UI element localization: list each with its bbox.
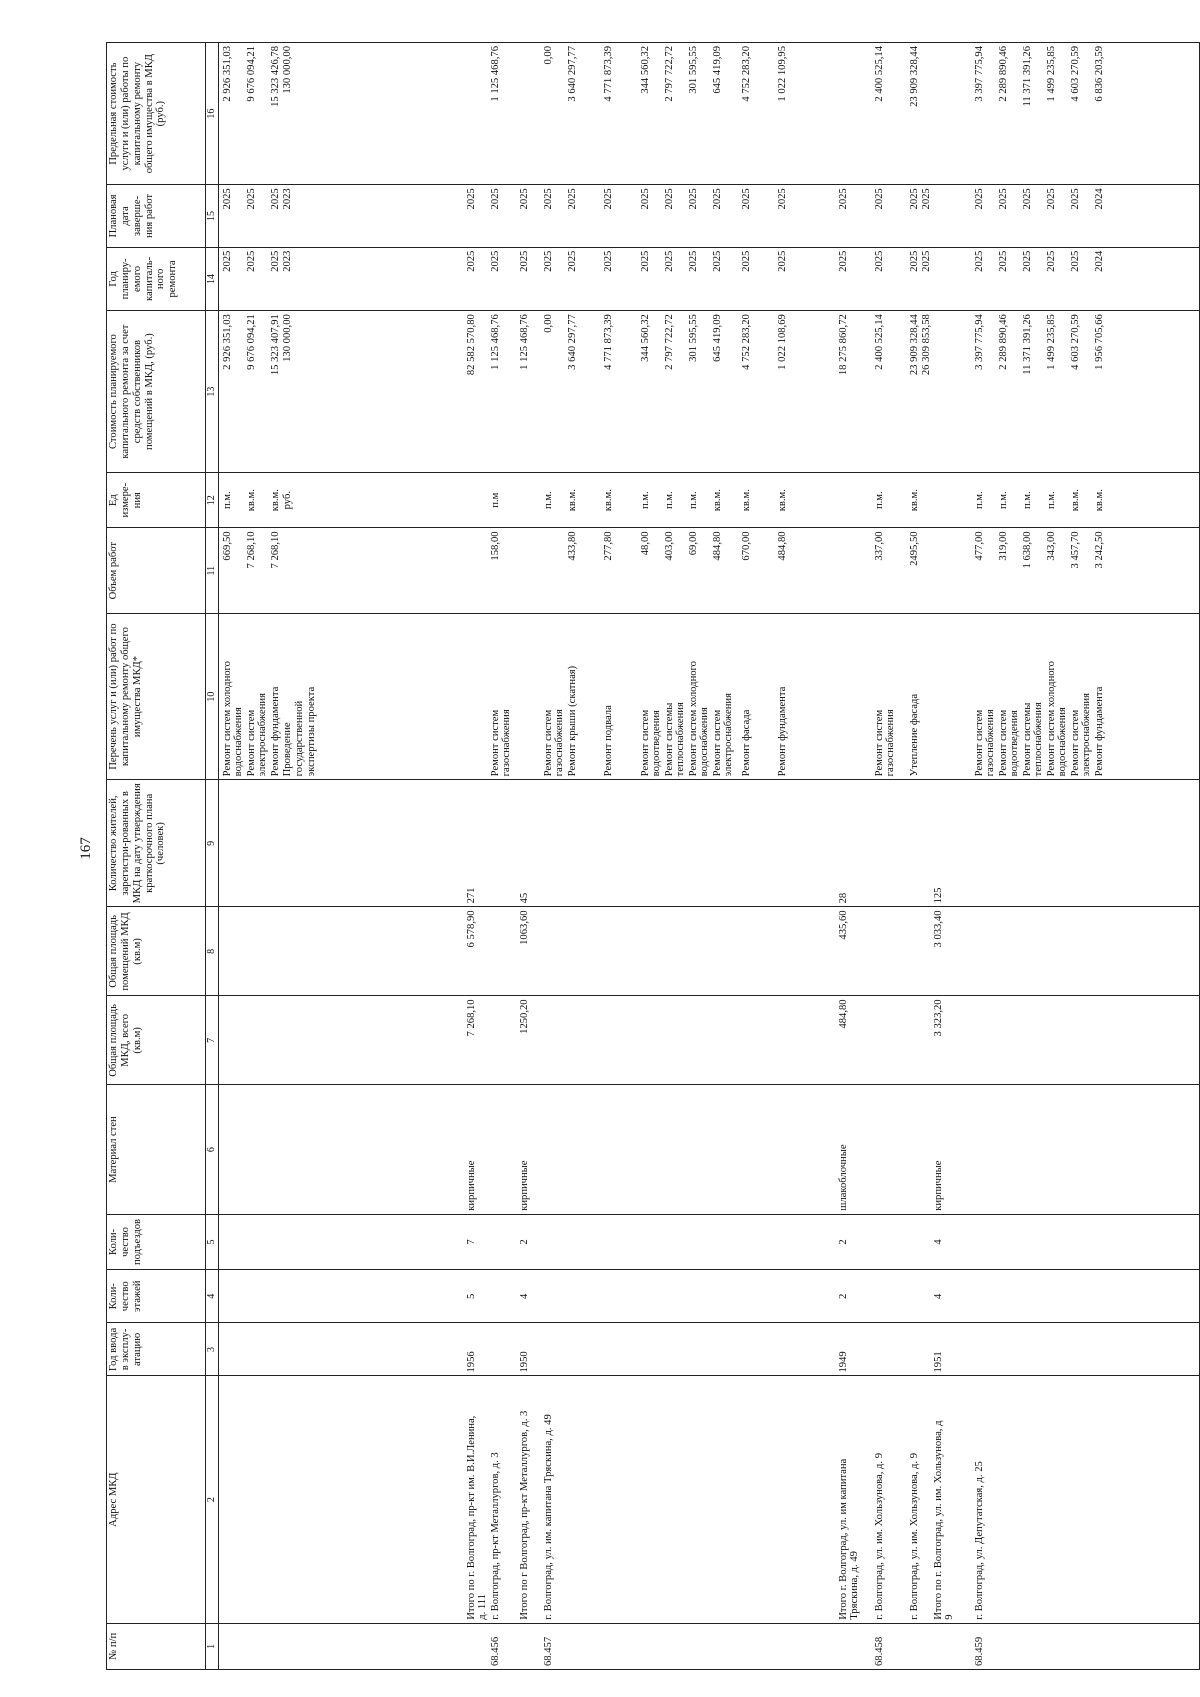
cell-text: теплоснабжения [675, 702, 686, 777]
col-number: 5 [206, 1214, 219, 1269]
cell-text: 271 [466, 887, 477, 904]
cell-text: 2025 [1046, 188, 1057, 210]
cell-text: г. Волгоград, ул. им. капитана Тряскина, д. 49 [543, 1414, 554, 1620]
cell-text: 2025 [603, 188, 614, 210]
cell-text: г. Волгоград, ул. Депутатская, д. 25 [974, 1461, 985, 1620]
cell-text: 4 [933, 1293, 944, 1299]
cell-text: 2025 [270, 188, 281, 210]
page-number: 167 [78, 837, 94, 860]
cell-text: 2 797 722,72 [664, 46, 675, 102]
cell-text: 9 676 094,21 [246, 46, 257, 102]
cell-text: Ремонт систем [246, 709, 257, 777]
cell-text: 2025 [466, 250, 477, 272]
cell-text: 130 000,00 [282, 46, 293, 94]
cell-text: Ремонт систем [712, 709, 723, 777]
cell-text: 4 752 283,20 [741, 46, 752, 102]
col-header-3: Год ввода в эксплу-атацию [107, 1323, 206, 1376]
col-number: 10 [206, 613, 219, 779]
cell-text: 1 022 108,69 [777, 314, 788, 370]
cell-text: Ремонт подвала [603, 705, 614, 777]
cell-text: 2025 [1022, 250, 1033, 272]
cell-text: 2023 [282, 250, 293, 272]
cell-text: 6 836 203,59 [1094, 46, 1105, 102]
cell-text: 1 125 468,76 [490, 314, 501, 370]
cell-text: Проведение [282, 722, 293, 777]
cell-text: Ремонт систем [543, 709, 554, 777]
cell-text: водоснабжения [1057, 707, 1068, 777]
cell-text: Ремонт фундамента [777, 686, 788, 777]
col-body-11 [219, 528, 1200, 614]
cell-text: кв.м. [1070, 489, 1081, 512]
cell-text: Ремонт фундамента [1094, 686, 1105, 777]
cell-text: 2025 [777, 250, 788, 272]
cell-text: 2025 [741, 250, 752, 272]
col-header-5: Коли-чество подъездов [107, 1214, 206, 1269]
col-body-14 [219, 247, 1200, 311]
cell-text: 1 125 468,76 [519, 314, 530, 370]
cell-text: 2025 [874, 250, 885, 272]
col-number: 15 [206, 185, 219, 247]
col-number: 16 [206, 43, 219, 185]
cell-text: 2025 [712, 188, 723, 210]
cell-text: 45 [519, 892, 530, 904]
cell-text: 2 400 525,14 [874, 46, 885, 102]
cell-text: 2 [838, 1293, 849, 1299]
cell-text: 2 [519, 1239, 530, 1245]
cell-text: 82 582 570,80 [466, 314, 477, 376]
cell-text: 1 638,00 [1022, 531, 1033, 569]
cell-text: 23 909 328,44 [909, 46, 920, 107]
col-body-12 [219, 472, 1200, 527]
cell-text: Итого по г. Волгоград, ул. им. Хользунова, д [933, 1420, 944, 1620]
cell-text: 7 [466, 1239, 477, 1245]
cell-text: 15 323 407,91 [270, 314, 281, 376]
cell-text: 277,80 [603, 531, 614, 561]
cell-text: 2025 [1022, 188, 1033, 210]
col-header-14: Год планиру-емого капиталь-ного ремонта [107, 247, 206, 311]
cell-text: водоснабжения [233, 707, 244, 777]
cell-text: 2025 [909, 250, 920, 272]
cell-text: водоотведения [651, 710, 662, 777]
col-body-10 [219, 613, 1200, 779]
cell-text: 2025 [777, 188, 788, 210]
cell-text: 3 397 775,94 [974, 314, 985, 370]
cell-text: электроснабжения [723, 693, 734, 777]
cell-text: 2025 [712, 250, 723, 272]
col-body-7 [219, 996, 1200, 1085]
col-header-2: Адрес МКД [107, 1376, 206, 1623]
cell-text: 484,80 [838, 999, 849, 1029]
cell-text: 433,80 [567, 531, 578, 561]
cell-text: Ремонт систем холодного [1046, 661, 1057, 777]
cell-text: газоснабжения [885, 709, 896, 777]
cell-text: п.м. [1046, 491, 1057, 510]
cell-text: д. 111 [477, 1593, 488, 1620]
cell-text: 343,00 [1046, 531, 1057, 561]
cell-text: кв.м. [567, 489, 578, 512]
cell-text: 1250,20 [519, 999, 530, 1034]
cell-text: п.м. [688, 491, 699, 510]
cell-text: 645 419,09 [712, 46, 723, 94]
col-number: 3 [206, 1323, 219, 1376]
cell-text: 2025 [640, 188, 651, 210]
cell-text: 2025 [490, 250, 501, 272]
col-header-6: Материал стен [107, 1085, 206, 1214]
cell-text: кв.м. [603, 489, 614, 512]
capital-repair-table [106, 42, 1200, 1670]
cell-text: 125 [933, 887, 944, 904]
cell-text: 9 676 094,21 [246, 314, 257, 370]
cell-text: 2025 [270, 250, 281, 272]
cell-text: 403,00 [664, 531, 675, 561]
cell-text: 11 371 391,26 [1022, 46, 1033, 107]
cell-text: 2025 [688, 188, 699, 210]
cell-text: кв.м. [270, 489, 281, 512]
cell-text: Тряскина, д. 49 [849, 1551, 860, 1620]
cell-text: 1 499 235,85 [1046, 46, 1057, 102]
cell-text: 2025 [838, 250, 849, 272]
cell-text: экспертизы проекта [306, 686, 317, 777]
col-header-9: Количество жителей, зарегистри-рованных в МКД на дату утверждения краткосрочного плана (человек) [107, 780, 206, 907]
cell-text: 11 371 391,26 [1022, 314, 1033, 375]
col-body-3 [219, 1323, 1200, 1376]
cell-text: кв.м. [741, 489, 752, 512]
cell-text: 2025 [246, 250, 257, 272]
col-number: 9 [206, 780, 219, 907]
cell-text: 2 289 890,46 [998, 314, 1009, 370]
col-body-6 [219, 1085, 1200, 1214]
cell-text: Итого по г. Волгоград, пр-кт им. В.И.Ленина, [466, 1415, 477, 1620]
cell-text: 2 797 722,72 [664, 314, 675, 370]
cell-text: кв.м. [246, 489, 257, 512]
cell-text: водоснабжения [699, 707, 710, 777]
cell-text: кирпичные [519, 1160, 530, 1211]
cell-text: 484,80 [777, 531, 788, 561]
cell-text: 18 275 860,72 [838, 314, 849, 376]
cell-text: 9 [944, 1614, 955, 1620]
cell-text: 2023 [282, 188, 293, 210]
cell-text: п.м. [543, 491, 554, 510]
cell-text: 2025 [466, 188, 477, 210]
column-number-row [206, 43, 219, 1670]
cell-text: 3 397 775,94 [974, 46, 985, 102]
col-body-4 [219, 1270, 1200, 1323]
col-header-1: № п/п [107, 1623, 206, 1669]
cell-text: 435,60 [838, 910, 849, 940]
cell-text: Ремонт систем холодного [222, 661, 233, 777]
cell-text: 1 022 109,95 [777, 46, 788, 102]
cell-text: Утепление фасада [909, 693, 920, 777]
cell-text: Ремонт систем [490, 709, 501, 777]
cell-text: газоснабжения [554, 709, 565, 777]
cell-text: Итого г. Волгоград, ул. им капитана [838, 1458, 849, 1620]
cell-text: 2025 [1046, 250, 1057, 272]
cell-text: 1956 [466, 1351, 477, 1373]
cell-text: 2 [838, 1239, 849, 1245]
cell-text: Ремонт фундамента [270, 686, 281, 777]
cell-text: г. Волгоград, ул. им. Хользунова, д. 9 [909, 1453, 920, 1620]
cell-text: 2025 [519, 188, 530, 210]
col-header-13: Стоимость планируемого капитального ремонта за счет средств собственников помещений в МКД, (руб.) [107, 311, 206, 473]
col-header-7: Общая площадь МКД, всего (кв.м) [107, 996, 206, 1085]
cell-text: 158,00 [490, 531, 501, 561]
cell-text: 68.458 [874, 1636, 885, 1666]
table-body-row [219, 43, 1200, 1670]
cell-text: 4 771 873,39 [603, 314, 614, 370]
col-body-2 [219, 1376, 1200, 1623]
cell-text: 2025 [640, 250, 651, 272]
cell-text: электроснабжения [1081, 693, 1092, 777]
cell-text: Ремонт системы [1022, 702, 1033, 777]
cell-text: 1 499 235,85 [1046, 314, 1057, 370]
cell-text: п.м. [1022, 491, 1033, 510]
cell-text: электроснабжения [257, 693, 268, 777]
cell-text: 6 578,90 [466, 910, 477, 948]
cell-text: 7 268,10 [466, 999, 477, 1037]
cell-text: Ремонт систем [874, 709, 885, 777]
cell-text: 68.459 [974, 1636, 985, 1666]
cell-text: кирпичные [933, 1160, 944, 1211]
cell-text: кв.м. [712, 489, 723, 512]
col-body-9 [219, 780, 1200, 907]
col-header-8: Общая площадь помещений МКД (кв.м) [107, 907, 206, 996]
cell-text: 1 956 705,66 [1094, 314, 1105, 370]
cell-text: 645 419,09 [712, 314, 723, 362]
cell-text: 2025 [222, 188, 233, 210]
cell-text: 4 [933, 1239, 944, 1245]
cell-text: 1949 [838, 1351, 849, 1373]
cell-text: 7 268,10 [270, 531, 281, 569]
cell-text: 2025 [519, 250, 530, 272]
cell-text: 669,50 [222, 531, 233, 561]
cell-text: 301 595,55 [688, 46, 699, 94]
cell-text: 2025 [246, 188, 257, 210]
cell-text: п.м. [222, 491, 233, 510]
cell-text: Ремонт систем [1070, 709, 1081, 777]
cell-text: 2025 [664, 250, 675, 272]
cell-text: 670,00 [741, 531, 752, 561]
cell-text: 5 [466, 1293, 477, 1299]
cell-text: г. Волгоград, ул. им. Хользунова, д. 9 [874, 1453, 885, 1620]
cell-text: 2495,50 [909, 531, 920, 566]
cell-text: газоснабжения [985, 709, 996, 777]
cell-text: 2025 [741, 188, 752, 210]
cell-text: 2025 [490, 188, 501, 210]
cell-text: 2025 [1070, 188, 1081, 210]
cell-text: руб. [282, 491, 293, 510]
cell-text: Ремонт крыши (скатная) [567, 665, 578, 777]
cell-text: п.м [490, 492, 501, 508]
cell-text: 0,00 [543, 314, 554, 333]
cell-text: кв.м. [777, 489, 788, 512]
col-number: 14 [206, 247, 219, 311]
cell-text: 1 125 468,76 [490, 46, 501, 102]
cell-text: 68.456 [490, 1636, 501, 1666]
cell-text: п.м. [874, 491, 885, 510]
col-number: 7 [206, 996, 219, 1085]
cell-text: 2025 [974, 250, 985, 272]
cell-text: Ремонт систем [974, 709, 985, 777]
col-number: 8 [206, 907, 219, 996]
cell-text: 2025 [688, 250, 699, 272]
cell-text: 344 560,32 [640, 314, 651, 362]
cell-text: 0,00 [543, 46, 554, 65]
cell-text: 2 926 351,03 [222, 46, 233, 102]
cell-text: 15 323 426,78 [270, 46, 281, 107]
col-number: 1 [206, 1623, 219, 1669]
cell-text: 69,00 [688, 531, 699, 556]
col-header-11: Объем работ [107, 528, 206, 614]
cell-text: Ремонт систем [998, 709, 1009, 777]
cell-text: 28 [838, 892, 849, 904]
cell-text: 130 000,00 [282, 314, 293, 362]
cell-text: 3 323,20 [933, 999, 944, 1037]
cell-text: 3 033,40 [933, 910, 944, 948]
cell-text: 2025 [603, 250, 614, 272]
cell-text: п.м. [640, 491, 651, 510]
cell-text: 1950 [519, 1351, 530, 1373]
cell-text: Ремонт фасада [741, 709, 752, 777]
col-number: 11 [206, 528, 219, 614]
cell-text: 2025 [974, 188, 985, 210]
cell-text: 2025 [567, 188, 578, 210]
cell-text: кв.м. [909, 489, 920, 512]
cell-text: 26 309 853,58 [921, 314, 932, 376]
cell-text: 3 242,50 [1094, 531, 1105, 569]
cell-text: 48,00 [640, 531, 651, 556]
col-number: 6 [206, 1085, 219, 1214]
cell-text: 4 [519, 1293, 530, 1299]
col-body-16 [219, 43, 1200, 185]
cell-text: 2025 [567, 250, 578, 272]
cell-text: 2025 [1070, 250, 1081, 272]
cell-text: 2025 [874, 188, 885, 210]
cell-text: п.м. [664, 491, 675, 510]
col-number: 2 [206, 1376, 219, 1623]
cell-text: 3 457,70 [1070, 531, 1081, 569]
cell-text: 3 640 297,77 [567, 314, 578, 370]
cell-text: Ремонт системы [664, 702, 675, 777]
cell-text: государственной [294, 700, 305, 777]
cell-text: 2025 [838, 188, 849, 210]
col-header-12: Ед измере-ния [107, 472, 206, 527]
cell-text: шлакоблочные [838, 1144, 849, 1211]
cell-text: 337,00 [874, 531, 885, 561]
col-number: 4 [206, 1270, 219, 1323]
cell-text: теплоснабжения [1033, 702, 1044, 777]
cell-text: 2 926 351,03 [222, 314, 233, 370]
cell-text: 2025 [909, 188, 920, 210]
cell-text: п.м. [998, 491, 1009, 510]
col-body-5 [219, 1214, 1200, 1269]
cell-text: 301 595,55 [688, 314, 699, 362]
cell-text: п.м. [974, 491, 985, 510]
cell-text: 344 560,32 [640, 46, 651, 94]
cell-text: 2025 [921, 188, 932, 210]
cell-text: 4 752 283,20 [741, 314, 752, 370]
cell-text: 2025 [921, 250, 932, 272]
cell-text: г. Волгоград, пр-кт Металлургов, д. 3 [490, 1452, 501, 1620]
cell-text: Ремонт систем [640, 709, 651, 777]
cell-text: 2025 [543, 188, 554, 210]
cell-text: 2025 [222, 250, 233, 272]
col-body-1 [219, 1623, 1200, 1669]
header-row [107, 43, 206, 1670]
cell-text: 484,80 [712, 531, 723, 561]
cell-text: 4 603 270,59 [1070, 314, 1081, 370]
col-header-10: Перечень услуг и (или) работ по капитальному ремонту общего имущества МКД* [107, 613, 206, 779]
cell-text: 319,00 [998, 531, 1009, 561]
col-number: 13 [206, 311, 219, 473]
cell-text: 2024 [1094, 188, 1105, 210]
cell-text: 23 909 328,44 [909, 314, 920, 376]
cell-text: 477,00 [974, 531, 985, 561]
col-body-13 [219, 311, 1200, 473]
col-header-16: Предельная стоимость услуги и (или) работы по капитальному ремонту общего имущества в МКД (руб.) [107, 43, 206, 185]
col-header-4: Коли-чество этажей [107, 1270, 206, 1323]
cell-text: кирпичные [466, 1160, 477, 1211]
cell-text: 1951 [933, 1351, 944, 1373]
cell-text: Ремонт систем холодного [688, 661, 699, 777]
cell-text: 2025 [998, 188, 1009, 210]
cell-text: 2 400 525,14 [874, 314, 885, 370]
col-number: 12 [206, 472, 219, 527]
cell-text: 1063,60 [519, 910, 530, 945]
cell-text: 4 603 270,59 [1070, 46, 1081, 102]
cell-text: 2 289 890,46 [998, 46, 1009, 102]
cell-text: 68.457 [543, 1636, 554, 1666]
cell-text: 2025 [998, 250, 1009, 272]
cell-text: водоотведения [1009, 710, 1020, 777]
col-body-15 [219, 185, 1200, 247]
cell-text: 2024 [1094, 250, 1105, 272]
cell-text: Итого по г Волгоград, пр-кт Металлургов, д. 3 [519, 1410, 530, 1620]
cell-text: 3 640 297,77 [567, 46, 578, 102]
cell-text: кв.м. [1094, 489, 1105, 512]
cell-text: 7 268,10 [246, 531, 257, 569]
cell-text: 2025 [543, 250, 554, 272]
col-header-15: Плановая дата заверше-ния работ [107, 185, 206, 247]
cell-text: 4 771 873,39 [603, 46, 614, 102]
cell-text: 2025 [664, 188, 675, 210]
col-body-8 [219, 907, 1200, 996]
cell-text: газоснабжения [501, 709, 512, 777]
